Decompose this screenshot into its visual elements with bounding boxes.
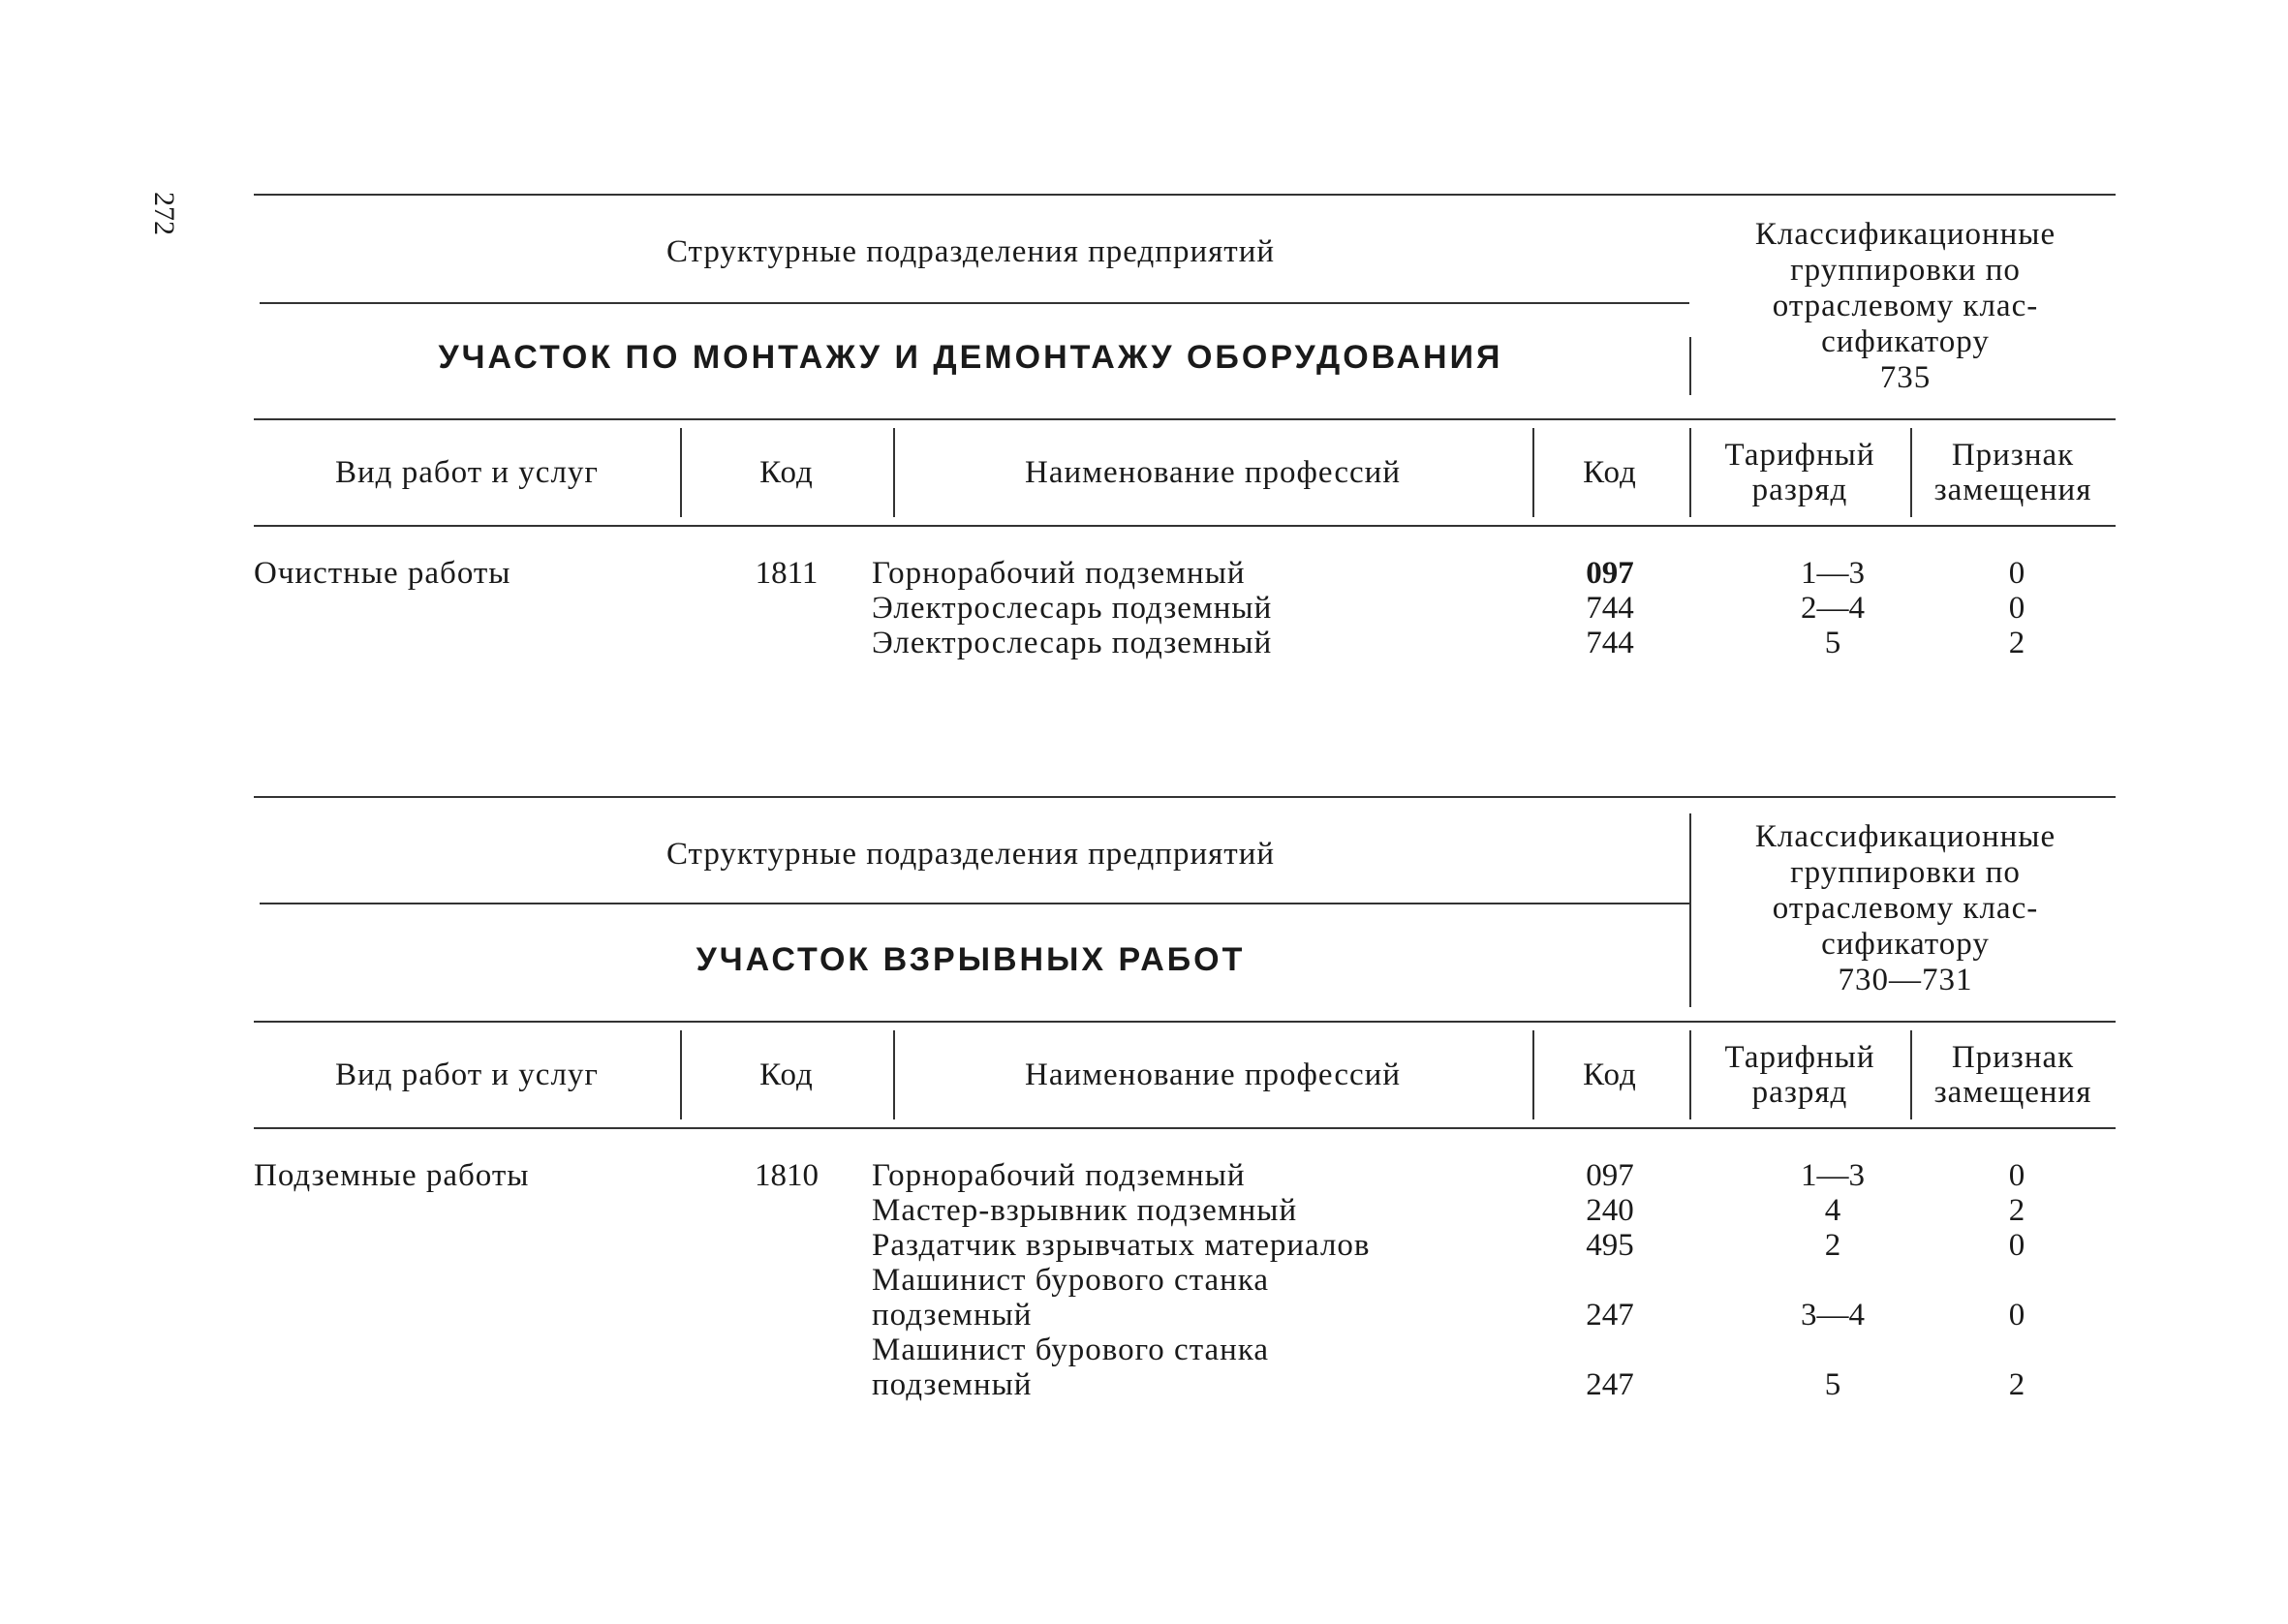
profession-code: 495 [1586,1228,1634,1263]
classification-line: группировки по [1790,855,2021,890]
profession-name: Горнорабочий подземный [872,556,1246,591]
substitution-flag: 0 [2008,1298,2025,1333]
profession-code: 744 [1586,591,1634,626]
work-type: Подземные работы [254,1158,530,1193]
classification-line: Классификационные [1754,819,2056,854]
substitution-flag: 2 [2008,626,2025,660]
tariff-grade: 1—3 [1801,1158,1865,1193]
col-profession: Наименование профессий [1025,1057,1401,1092]
profession-name: Мастер-взрывник подземный [872,1193,1298,1228]
col-prof-code: Код [1583,1057,1637,1092]
profession-code: 240 [1586,1193,1634,1228]
profession-name: Электрослесарь подземный [872,591,1273,626]
profession-code: 744 [1586,626,1634,660]
column-header-row [254,1021,2116,1129]
classification-line: Классификационные [1754,217,2056,252]
section-mounting [254,194,2116,660]
substitution-flag: 0 [2008,1228,2025,1263]
col-tariff-grade [1689,1023,1910,1127]
work-type: Очистные работы [254,556,511,591]
classification-label [1702,819,2109,998]
col-code: Код [759,1057,814,1092]
col-prof-code: Код [1583,455,1637,490]
profession-code: 097 [1586,1158,1634,1193]
header-vertical-divider [1689,337,1691,395]
col-code: Код [759,455,814,490]
tariff-grade: 5 [1824,1367,1841,1402]
structural-units-label: Структурные подразделения предприятий [665,234,1276,269]
tariff-grade: 4 [1824,1193,1841,1228]
page-number: 272 [148,192,180,235]
structural-units-label: Структурные подразделения предприятий [665,837,1276,872]
department-title: УЧАСТОК ПО МОНТАЖУ И ДЕМОНТАЖУ ОБОРУДОВАНИЯ [438,339,1503,376]
tariff-grade: 2 [1824,1228,1841,1263]
profession-name: подземный [872,1367,1033,1402]
col-tariff-grade-line: Тарифный [1724,438,1875,473]
header-divider [260,302,1689,304]
col-substitution [1910,1023,2116,1127]
col-tariff-grade-line: разряд [1751,1075,1848,1110]
substitution-flag: 2 [2008,1367,2025,1402]
classifier-code: 730—731 [1838,963,1973,997]
col-work-type: Вид работ и услуг [335,455,599,490]
col-tariff-grade-line: разряд [1751,473,1848,507]
tariff-grade: 3—4 [1801,1298,1865,1333]
col-substitution [1910,420,2116,525]
profession-code: 247 [1586,1367,1634,1402]
classification-line: группировки по [1790,253,2021,288]
substitution-flag: 0 [2008,556,2025,591]
classification-line: сификатору [1821,927,1990,962]
profession-name: Машинист бурового станка [872,1263,1270,1298]
section-header [254,796,2116,1021]
tariff-grade: 1—3 [1801,556,1865,591]
profession-name: подземный [872,1298,1033,1333]
col-tariff-grade [1689,420,1910,525]
profession-name: Раздатчик взрывчатых материалов [872,1228,1371,1263]
col-work-type: Вид работ и услуг [335,1057,599,1092]
substitution-flag: 2 [2008,1193,2025,1228]
section-blasting [254,796,2116,1402]
profession-name: Горнорабочий подземный [872,1158,1246,1193]
profession-code: 247 [1586,1298,1634,1333]
profession-name: Электрослесарь подземный [872,626,1273,660]
section-header [254,194,2116,418]
classification-line: отраслевому клас- [1772,289,2039,323]
department-title: УЧАСТОК ВЗРЫВНЫХ РАБОТ [696,941,1246,978]
classification-line: сификатору [1821,324,1990,359]
col-substitution-line: замещения [1933,1075,2092,1110]
profession-code: 097 [1586,556,1634,591]
tariff-grade: 2—4 [1801,591,1865,626]
col-substitution-line: замещения [1933,473,2092,507]
work-code: 1811 [755,556,819,591]
profession-name: Машинист бурового станка [872,1333,1270,1367]
substitution-flag: 0 [2008,591,2025,626]
tariff-grade: 5 [1824,626,1841,660]
header-vertical-divider [1689,813,1691,1007]
classification-label [1702,217,2109,396]
classifier-code: 735 [1879,360,1932,395]
col-tariff-grade-line: Тарифный [1724,1040,1875,1075]
col-profession: Наименование профессий [1025,455,1401,490]
substitution-flag: 0 [2008,1158,2025,1193]
classification-line: отраслевому клас- [1772,891,2039,926]
col-substitution-line: Признак [1951,438,2075,473]
header-divider [260,903,1689,904]
column-header-row [254,418,2116,527]
work-code: 1810 [755,1158,819,1193]
col-substitution-line: Признак [1951,1040,2075,1075]
